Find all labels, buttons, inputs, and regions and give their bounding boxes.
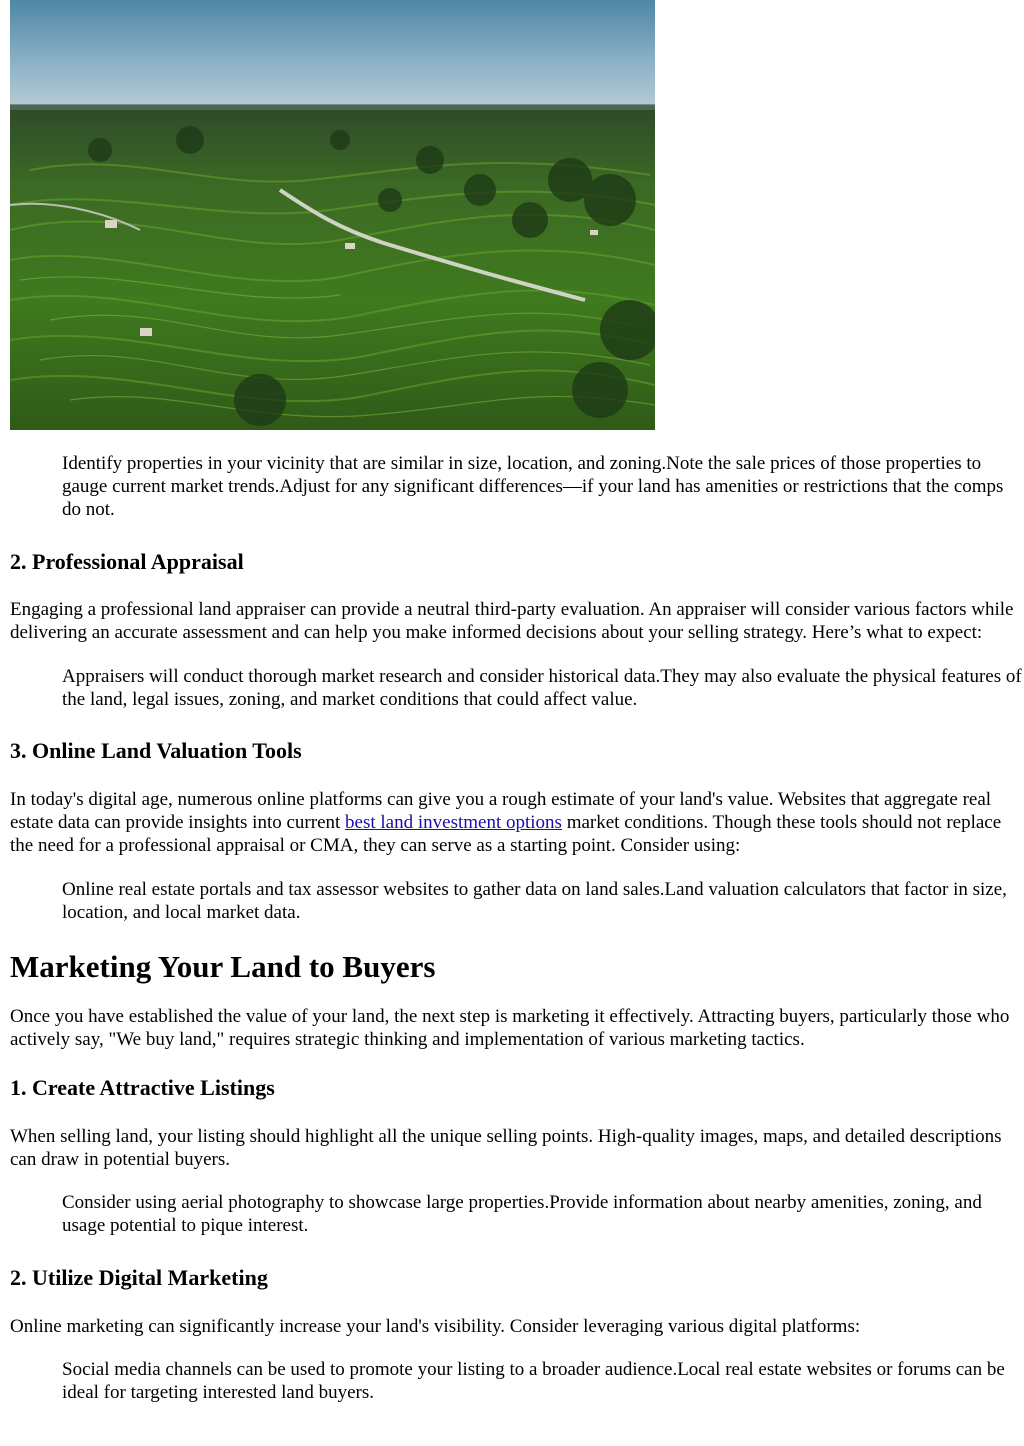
digital-list: Social media channels can be used to promote your listing to a broader audience.Local real estate websites or forums can be ideal for targeting interested land buyers.: [62, 1359, 1005, 1403]
comparables-list: Identify properties in your vicinity that are similar in size, location, and zoning.Note the sale prices of those properties to gauge current market trends.Adjust for any significant differences—if your land has amenities or restrictions that the comps do not.: [62, 453, 1004, 520]
paragraph-online-tools: [10, 788, 1014, 857]
paragraph-online-tools-text-2: market conditions. Though these tools should not replace the need for a professional appraisal or CMA, they can serve as a starting point. Consider using:: [10, 812, 1002, 856]
paragraph-digital: Online marketing can significantly increase your land's visibility. Consider leveraging various digital platforms:: [10, 1316, 861, 1337]
paragraph-appraisal: Engaging a professional land appraiser can provide a neutral third-party evaluation. An appraiser will consider various factors while delivering an accurate assessment and can help you make informed decisions about your selling strategy. Here’s what to expect:: [10, 599, 1014, 643]
hero-photo: [10, 0, 655, 430]
paragraph-listings: When selling land, your listing should highlight all the unique selling points. High-quality images, maps, and detailed descriptions can draw in potential buyers.: [10, 1126, 1002, 1170]
heading-online-valuation-tools: 3. Online Land Valuation Tools: [10, 738, 302, 763]
article-content: [10, 0, 1022, 1404]
online-tools-list: Online real estate portals and tax assessor websites to gather data on land sales.Land valuation calculators that factor in size, location, and local market data.: [62, 879, 1007, 923]
heading-professional-appraisal: 2. Professional Appraisal: [10, 549, 244, 574]
terraced-rice-field-photo-icon: [10, 0, 655, 430]
heading-marketing-your-land: Marketing Your Land to Buyers: [10, 949, 436, 984]
paragraph-marketing: Once you have established the value of your land, the next step is marketing it effectively. Attracting buyers, particularly those who actively say, "We buy land," requires strategic thinking and implementation of various marketing tactics.: [10, 1006, 1010, 1050]
best-land-investment-options-link[interactable]: best land investment options: [345, 812, 562, 833]
heading-utilize-digital-marketing: 2. Utilize Digital Marketing: [10, 1265, 268, 1290]
listings-list: Consider using aerial photography to showcase large properties.Provide information about nearby amenities, zoning, and usage potential to pique interest.: [62, 1192, 982, 1236]
appraisal-list: Appraisers will conduct thorough market research and consider historical data.They may also evaluate the physical features of the land, legal issues, zoning, and market conditions that could affect value.: [62, 666, 1022, 710]
paragraph-online-tools-text-1: In today's digital age, numerous online platforms can give you a rough estimate of your land's value. Websites that aggregate real estate data can provide insights into current: [10, 789, 992, 833]
heading-create-attractive-listings: 1. Create Attractive Listings: [10, 1075, 275, 1100]
